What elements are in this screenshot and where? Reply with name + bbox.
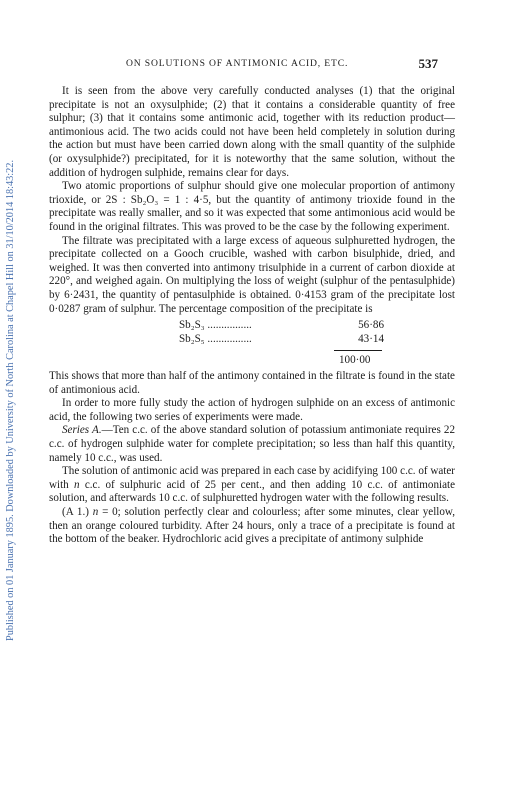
preparation-text-start: The solution of antimonic acid was prepared in each case by acidifying 100 c.c. of water with [49, 465, 455, 491]
experiment-a1-text: = 0; solution perfectly clear and colourless; after some minutes, clear yellow, then an orange coloured turbidity. After 24 hours, only a trace of a precipitate is found at the bottom of the beaker. Hydrochloric acid gives a precipitate of antimony sulphide [49, 506, 455, 546]
page-number: 537 [418, 56, 438, 71]
composition-total-rule [334, 350, 382, 351]
running-head: ON SOLUTIONS OF ANTIMONIC ACID, ETC. [126, 58, 349, 69]
series-a-text: —Ten c.c. of the above standard solution of potassium antimoniate requires 22 c.c. of hydrogen sulphide water for complete precipitation; so less than half this quantity, namely 10 c.c., was used. [49, 424, 456, 464]
composition-formula: Sb₂S₅ ................ [179, 333, 252, 346]
paragraph-solution-preparation [49, 465, 455, 506]
composition-total: 100·00 [339, 354, 371, 367]
article-body [49, 85, 455, 547]
download-watermark [0, 30, 22, 770]
composition-row [179, 332, 384, 346]
experiment-a1-label: (A 1.) [62, 506, 93, 519]
paragraph-filtrate-experiment: The filtrate was precipitated with a large excess of aqueous sulphuretted hydrogen, the precipitate collected on a Gooch crucible, washed with carbon bisulphide, dried, and weighed. It was then converted into antimony trisulphide in a current of carbon dioxide at 220°, and weighed again. On multiplying the loss of weight (sulphur of the pentasulphide) by 6·2431, the quantity of pentasulphide is obtained. 0·4153 gram of the precipitate lost 0·0287 gram of sulphur. The percentage composition of the precipitate is [49, 234, 455, 315]
paragraph-series-a [49, 424, 455, 465]
composition-row [179, 318, 384, 332]
paragraph-series-intro: In order to more fully study the action of hydrogen sulphide on an excess of antimonic acid, the following two series of experiments were made. [49, 397, 455, 423]
series-a-label: Series A. [62, 424, 102, 437]
paragraph-analysis-conclusions: It is seen from the above very carefully conducted analyses (1) that the original precipitate is not an oxysulphide; (2) that it contains a considerable quantity of free sulphur; (3) that it contains some antimonic acid, together with its reduction product—antimonious acid. The two acids could not have been held completely in solution during the action but must have been carried down along with the small quantity of the sulphide (or oxysulphide?) precipitated, for it is noteworthy that the same solution, without the addition of hydrogen sulphide, remains clear for days. [49, 85, 455, 179]
download-watermark-text: Published on 01 January 1895. Downloaded by University of North Carolina at Chapel Hill on 31/10/2014 18:43:22. [5, 159, 17, 641]
variable-n: n [74, 478, 80, 491]
composition-formula: Sb₂S₃ ................ [179, 319, 252, 332]
composition-value: 56·86 [358, 319, 384, 332]
paragraph-experiment-a1 [49, 506, 455, 547]
paragraph-antimonious-state: This shows that more than half of the antimony contained in the filtrate is found in the state of antimonious acid. [49, 370, 455, 396]
preparation-text-end: c.c. of sulphuric acid of 25 per cent., and then adding 10 c.c. of antimoniate solution, and afterwards 10 c.c. of sulphuretted hydrogen water with the following results. [49, 478, 455, 505]
variable-n: n [92, 506, 99, 519]
composition-value: 43·14 [358, 333, 384, 346]
page-header [126, 58, 438, 74]
composition-table [179, 318, 455, 367]
paragraph-atomic-proportions: Two atomic proportions of sulphur should give one molecular proportion of antimony trioxide, or 2S : Sb₂O₃ = 1 : 4·5, but the quantity of antimony trioxide found in the precipitate was really smaller, and so it was expected that some antimonious acid would be found in the original filtrates. This was proved to be the case by the following experiment. [49, 180, 455, 233]
